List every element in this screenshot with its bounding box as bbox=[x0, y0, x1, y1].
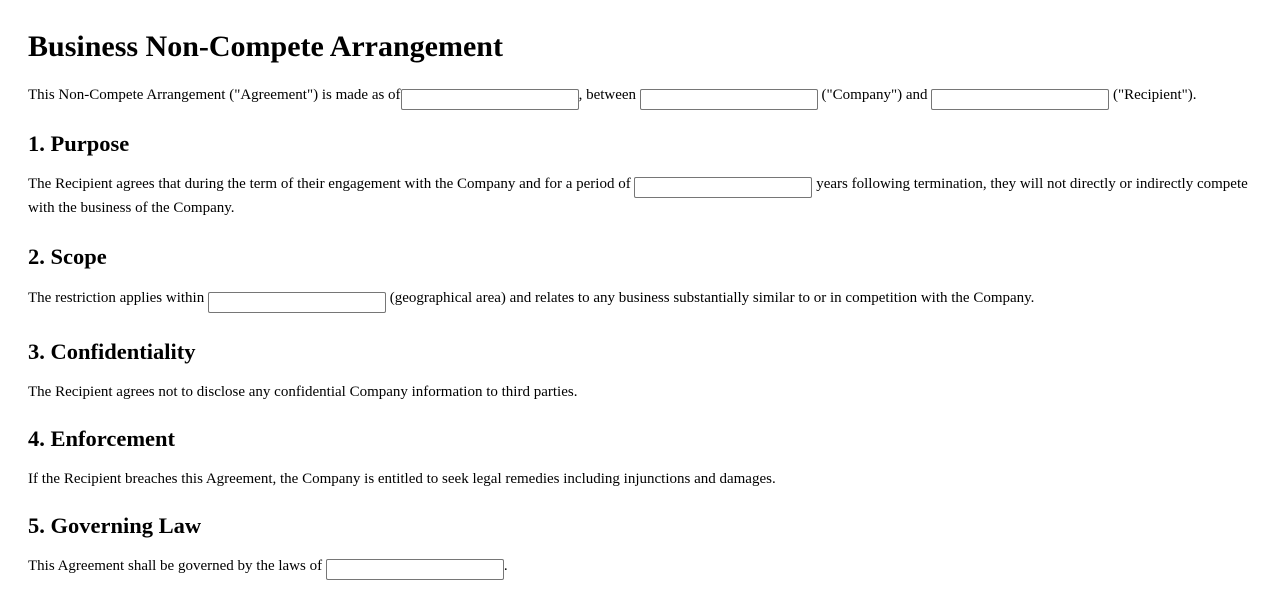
scope-text-after: (geographical area) and relates to any business substantially similar to or in competition with the Company. bbox=[389, 290, 1035, 306]
enforcement-paragraph: If the Recipient breaches this Agreement, the Company is entitled to seek legal remedies including injunctions and damages. bbox=[28, 470, 776, 487]
years-input[interactable] bbox=[634, 177, 812, 198]
jurisdiction-input[interactable] bbox=[326, 559, 504, 580]
intro-text-between: , between bbox=[578, 87, 637, 103]
section-heading-governing-law: 5. Governing Law bbox=[28, 512, 202, 538]
intro-text-recipient: ("Recipient"). bbox=[1113, 87, 1197, 103]
purpose-paragraph bbox=[28, 174, 1250, 219]
section-heading-purpose: 1. Purpose bbox=[28, 130, 130, 156]
governing-law-text-after: . bbox=[503, 557, 508, 574]
date-input[interactable] bbox=[401, 89, 579, 110]
purpose-text-before: The Recipient agrees that during the term of their engagement with the Company and for a period of bbox=[28, 175, 631, 192]
intro-text-before-date: This Non-Compete Arrangement ("Agreement") is made as of bbox=[28, 87, 401, 103]
scope-text-before: The restriction applies within bbox=[28, 290, 205, 306]
page-title: Business Non-Compete Arrangement bbox=[28, 30, 503, 63]
intro-text-company: ("Company") and bbox=[821, 87, 928, 103]
section-heading-confidentiality: 3. Confidentiality bbox=[28, 338, 196, 364]
intro-paragraph bbox=[28, 85, 1250, 110]
section-heading-scope: 2. Scope bbox=[28, 244, 107, 269]
governing-law-text-before: This Agreement shall be governed by the laws of bbox=[28, 557, 323, 574]
section-heading-enforcement: 4. Enforcement bbox=[28, 425, 176, 451]
confidentiality-paragraph: The Recipient agrees not to disclose any confidential Company information to third parties. bbox=[28, 383, 578, 400]
governing-law-paragraph bbox=[28, 556, 1250, 581]
geographical-area-input[interactable] bbox=[208, 292, 386, 313]
scope-paragraph bbox=[28, 288, 1250, 313]
recipient-name-input[interactable] bbox=[931, 89, 1109, 110]
company-name-input[interactable] bbox=[640, 89, 818, 110]
purpose-text-after: years following termination, they will not directly or indirectly compete with the business of the Company. bbox=[28, 175, 1248, 216]
